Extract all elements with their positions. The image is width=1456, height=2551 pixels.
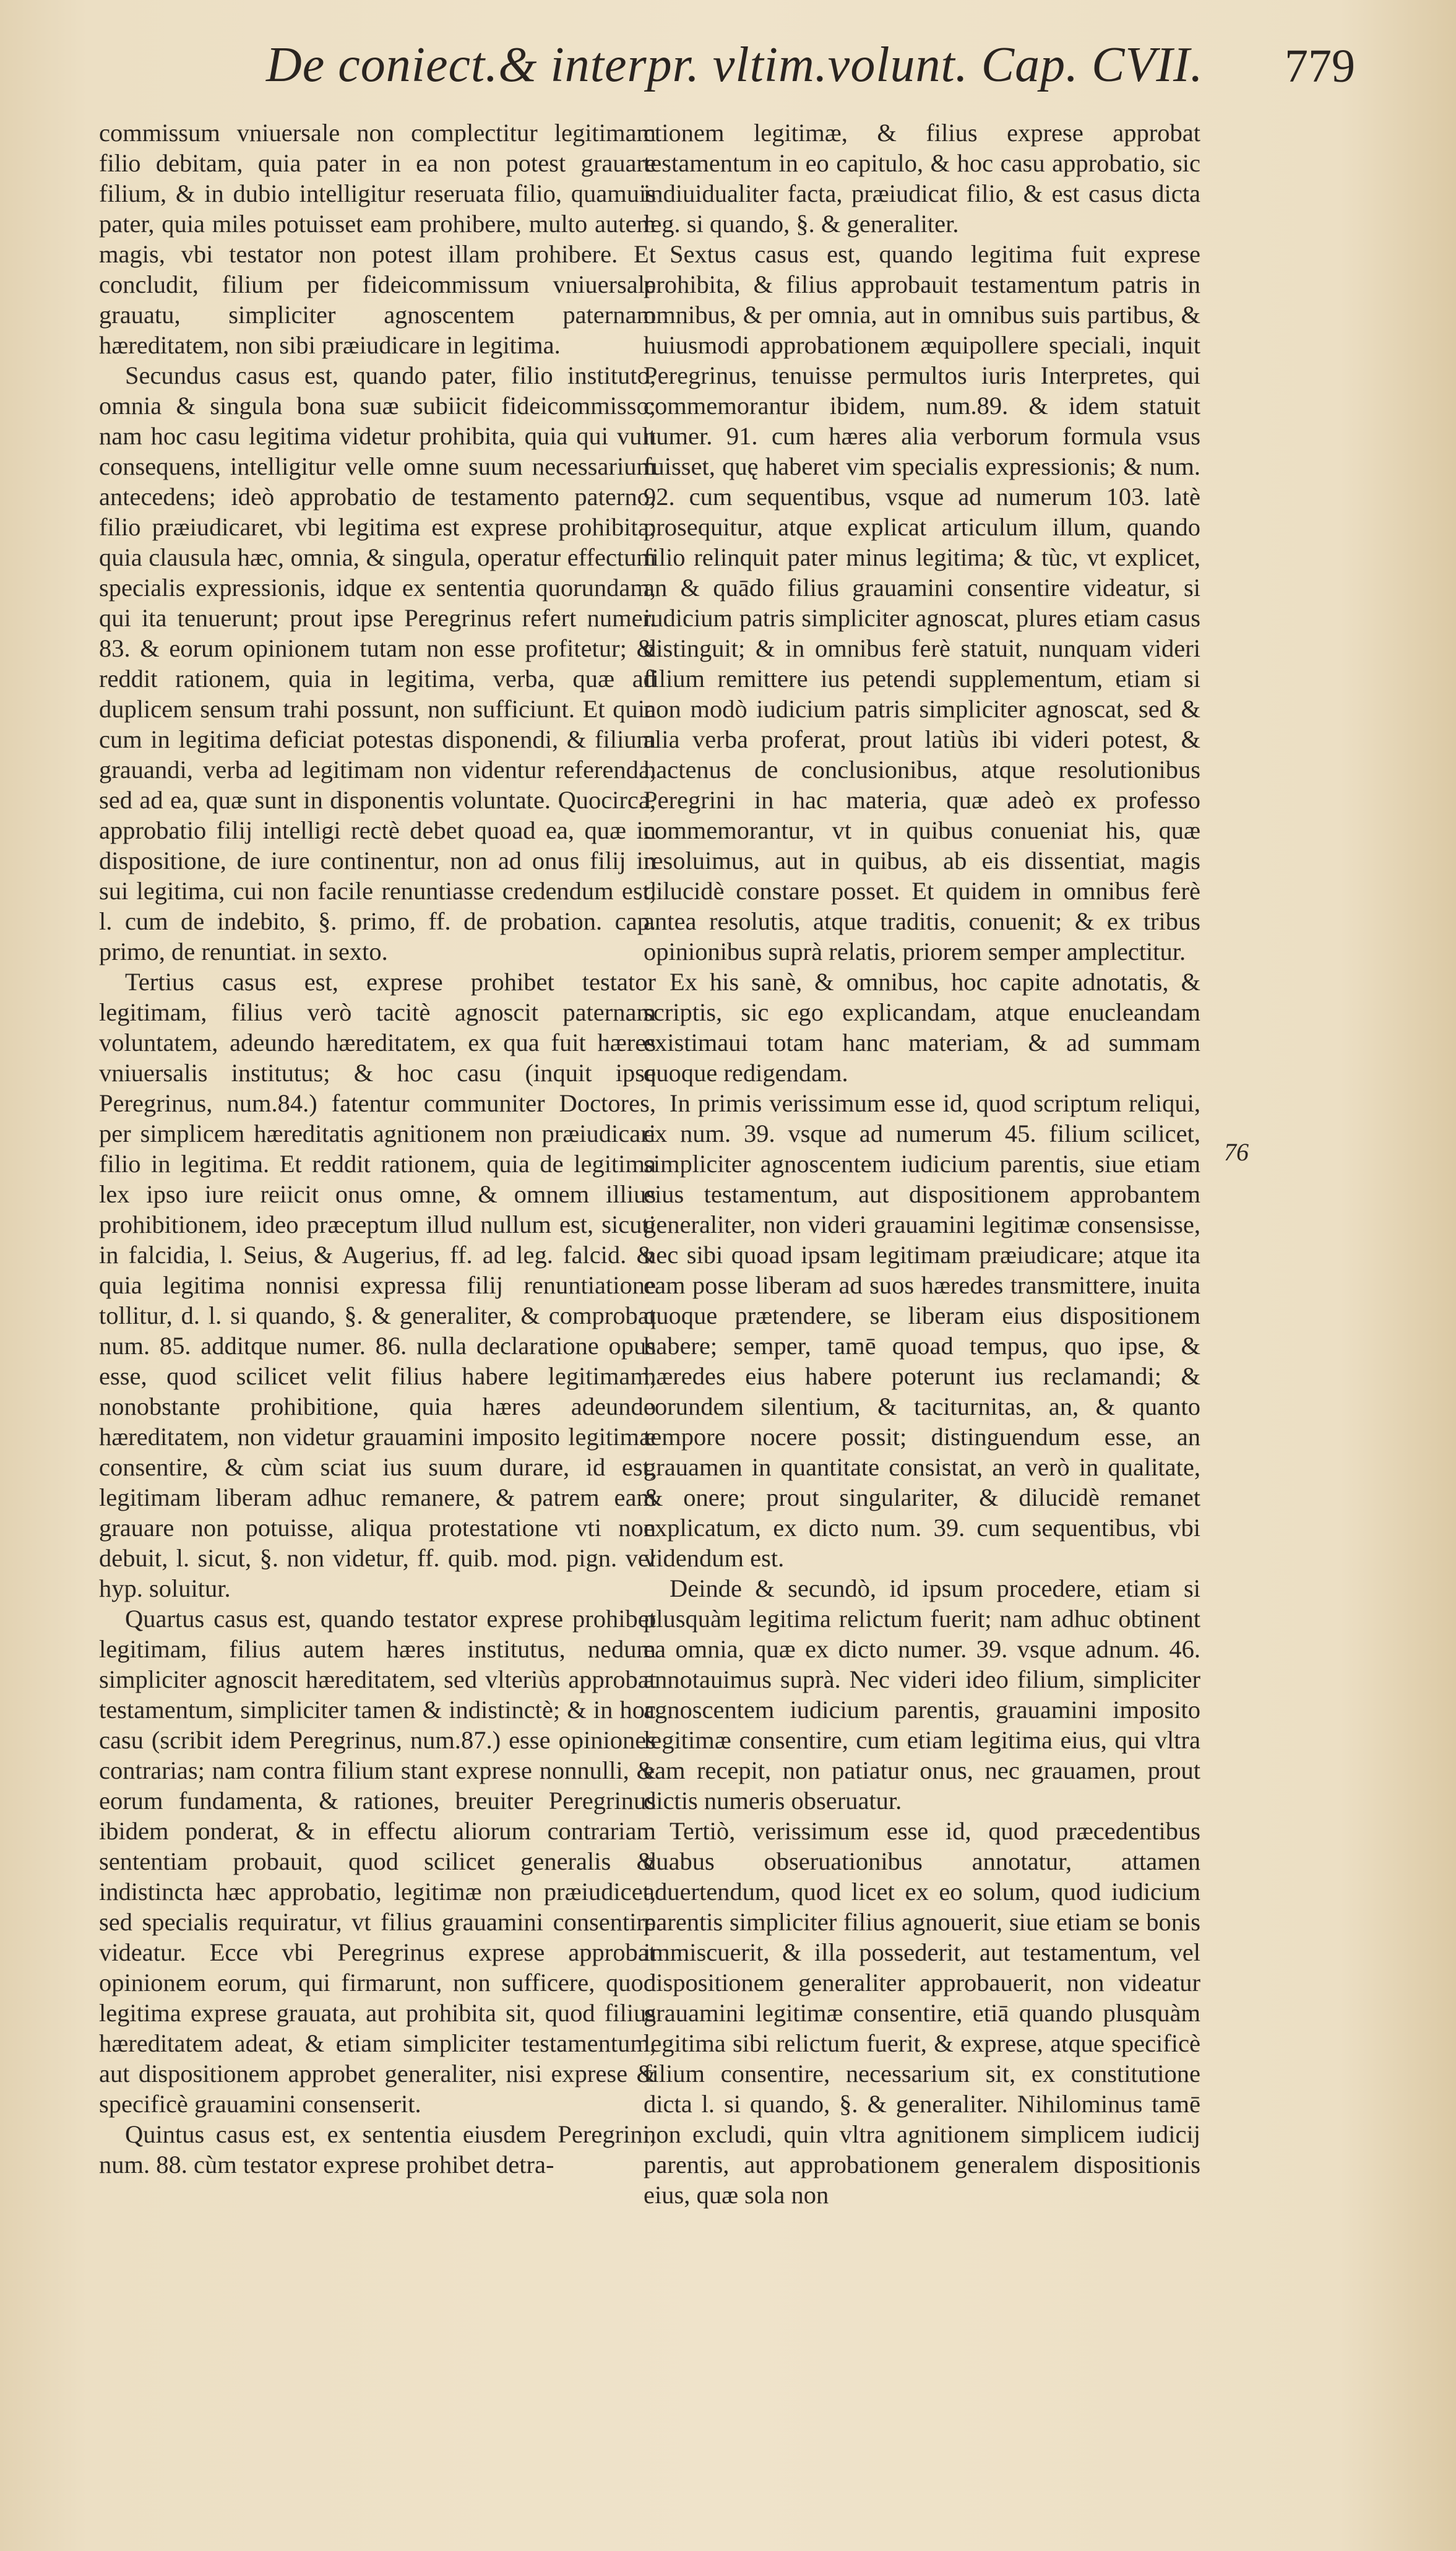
right-column	[644, 118, 1200, 2488]
paragraph: ctionem legitimæ, & filius exprese approbat testamentum in eo capitulo, & hoc casu approbatio, sic indiuidualiter facta, præiudicat filio, & est casus dicta leg. si quando, §. & generaliter.	[644, 119, 1200, 238]
left-column	[99, 118, 656, 2488]
running-head: De coniect.& interpr. vltim.volunt. Cap. CVII.	[266, 38, 1204, 92]
paragraph: commissum vniuersale non complectitur legitimam filio debitam, quia pater in ea non potest grauare filium, & in dubio intelligitur reseruata filio, quamuis pater, quia miles potuisset eam prohibere, multo autem magis, vbi testator non potest illam prohibere. Et concludit, filium per fideicommissum vniuersale grauatu, simpliciter agnoscentem paternam hæreditatem, non sibi præiudicare in legitima.	[99, 119, 656, 359]
paragraph: Sextus casus est, quando legitima fuit exprese prohibita, & filius approbauit testamentum patris in omnibus, & per omnia, aut in omnibus suis partibus, & huiusmodi approbationem æquipollere speciali, inquit Peregrinus, tenuisse permultos iuris Interpretes, qui commemorantur ibidem, num.89. & idem statuit numer. 91. cum hæres alia verborum formula vsus fuisset, quę haberet vim specialis expressionis; & num. 92. cum sequentibus, vsque ad numerum 103. latè prosequitur, atque explicat articulum illum, quando filio relinquit pater minus legitima; & tùc, vt explicet, an & quādo filius grauamini consentire videatur, si iudicium patris simpliciter agnoscat, plures etiam casus distinguit; & in omnibus ferè statuit, nunquam videri filium remittere ius petendi supplementum, etiam si non modò iudicium patris simpliciter agnoscat, sed & alia verba proferat, prout latiùs ibi videri potest, & hactenus de conclusionibus, atque resolutionibus Peregrini in hac materia, quæ adeò ex professo commemorantur, vt in quibus conueniat his, quæ resoluimus, aut in quibus, ab eis dissentiat, magis dilucidè constare posset. Et quidem in omnibus ferè antea resolutis, atque traditis, conuenit; & ex tribus opinionibus suprà relatis, priorem semper amplectitur.	[644, 240, 1200, 965]
page-number: 779	[1285, 40, 1355, 92]
paragraph: Quintus casus est, ex sententia eiusdem Peregrini, num. 88. cùm testator exprese prohibet detra-	[99, 2120, 656, 2178]
paragraph: Quartus casus est, quando testator exprese prohibet legitimam, filius autem hæres institutus, nedum simpliciter agnoscit hæreditatem, sed vlteriùs approbat testamentum, simpliciter tamen & indistinctè; & in hoc casu (scribit idem Peregrinus, num.87.) esse opiniones contrarias; nam contra filium stant exprese nonnulli, & eorum fundamenta, & rationes, breuiter Peregrinus ibidem ponderat, & in effectu aliorum contrariam sententiam probauit, quod scilicet generalis & indistincta hæc approbatio, legitimæ non præiudicet, sed specialis requiratur, vt filius grauamini consentire videatur. Ecce vbi Peregrinus exprese approbat opinionem eorum, qui firmarunt, non sufficere, quod legitima exprese grauata, aut prohibita sit, quod filius hæreditatem adeat, & etiam simpliciter testamentum, aut dispositionem approbet generaliter, nisi exprese & specificè grauamini consenserit.	[99, 1605, 656, 2118]
paragraph: Tertius casus est, exprese prohibet testator legitimam, filius verò tacitè agnoscit paternam voluntatem, adeundo hæreditatem, ex qua fuit hæres vniuersalis institutus; & hoc casu (inquit ipse Peregrinus, num.84.) fatentur communiter Doctores, per simplicem hæreditatis agnitionem non præiudicari filio in legitima. Et reddit rationem, quia de legitima lex ipso iure reiicit onus omne, & omnem illius prohibitionem, ideo præceptum illud nullum est, sicuti in falcidia, l. Seius, & Augerius, ff. ad leg. falcid. & quia legitima nonnisi expressa filij renuntiatione tollitur, d. l. si quando, §. & generaliter, & comprobat num. 85. additque numer. 86. nulla declaratione opus esse, quod scilicet velit filius habere legitimam, nonobstante prohibitione, quia hæres adeundo hæreditatem, non videtur grauamini imposito legitimæ consentire, & cùm sciat ius suum durare, id est, legitimam liberam adhuc remanere, & patrem eam grauare non potuisse, aliqua protestatione vti non debuit, l. sicut, §. non videtur, ff. quib. mod. pign. vel hyp. soluitur.	[99, 968, 656, 1602]
page-header	[266, 37, 1355, 111]
paragraph: Secundus casus est, quando pater, filio instituto, omnia & singula bona suæ subiicit fideicommisso; nam hoc casu legitima videtur prohibita, quia qui vult consequens, intelligitur velle omne suum necessarium antecedens; ideò approbatio de testamento paterno, filio præiudicaret, vbi legitima est exprese prohibita; quia clausula hæc, omnia, & singula, operatur effectum specialis expressionis, idque ex sententia quorundam, qui ita tenuerunt; prout ipse Peregrinus refert numer. 83. & eorum opinionem tutam non esse profitetur; & reddit rationem, quia in legitima, verba, quæ ad duplicem sensum trahi possunt, non sufficiunt. Et quia cum in legitima deficiat potestas disponendi, & filium grauandi, verba ad legitimam non videntur referenda, sed ad ea, quæ sunt in disponentis voluntate. Quocirca, approbatio filij intelligi rectè debet quoad ea, quæ in dispositione, de iure continentur, non ad onus filij in sui legitima, cui non facile renuntiasse credendum est, l. cum de indebito, §. primo, ff. de probation. cap. primo, de renuntiat. in sexto.	[99, 361, 656, 965]
paragraph: In primis verissimum esse id, quod scriptum reliqui, ex num. 39. vsque ad numerum 45. filium scilicet, simpliciter agnoscentem iudicium parentis, siue etiam eius testamentum, aut dispositionem approbantem generaliter, non videri grauamini legitimæ consensisse, nec sibi quoad ipsam legitimam præiudicare; atque ita eam posse liberam ad suos hæredes transmittere, inuita quoque prætendere, se liberam eius dispositionem habere; semper, tamē quoad tempus, quo ipse, & hæredes eius habere poterunt ius reclamandi; & eorundem silentium, & taciturnitas, an, & quanto tempore nocere possit; distinguendum esse, an grauamen in quantitate consistat, an verò in qualitate, & onere; prout singulariter, & dilucidè remanet explicatum, ex dicto num. 39. cum sequentibus, vbi videndum est.	[644, 1089, 1200, 1572]
paragraph: Deinde & secundò, id ipsum procedere, etiam si plusquàm legitima relictum fuerit; nam adhuc obtinent ea omnia, quæ ex dicto numer. 39. vsque adnum. 46. annotauimus suprà. Nec videri ideo filium, simpliciter agnoscentem iudicium parentis, grauamini imposito legitimæ consentire, cum etiam legitima eius, qui vltra eam recepit, non patiatur onus, nec grauamen, prout dictis numeris obseruatur.	[644, 1574, 1200, 1815]
paragraph: Tertiò, verissimum esse id, quod præcedentibus duabus obseruationibus annotatur, attamen aduertendum, quod licet ex eo solum, quod iudicium parentis simpliciter filius agnouerit, siue etiam se bonis immiscuerit, & illa possederit, aut testamentum, vel dispositionem generaliter approbauerit, non videatur grauamini legitimæ consentire, etiā quando plusquàm legitima sibi relictum fuerit, & exprese, atque specificè filium consentire, necessarium sit, ex constitutione dicta l. si quando, §. & generaliter. Nihilominus tamē non excludi, quin vltra agnitionem simplicem iudicij parentis, aut approbationem generalem dispositionis eius, quæ sola non	[644, 1817, 1200, 2209]
marginal-note: 76	[1224, 1138, 1249, 1166]
paragraph: Ex his sanè, & omnibus, hoc capite adnotatis, & scriptis, sic ego explicandam, atque enucleandam existimaui totam hanc materiam, & ad summam quoque redigendam.	[644, 968, 1200, 1087]
